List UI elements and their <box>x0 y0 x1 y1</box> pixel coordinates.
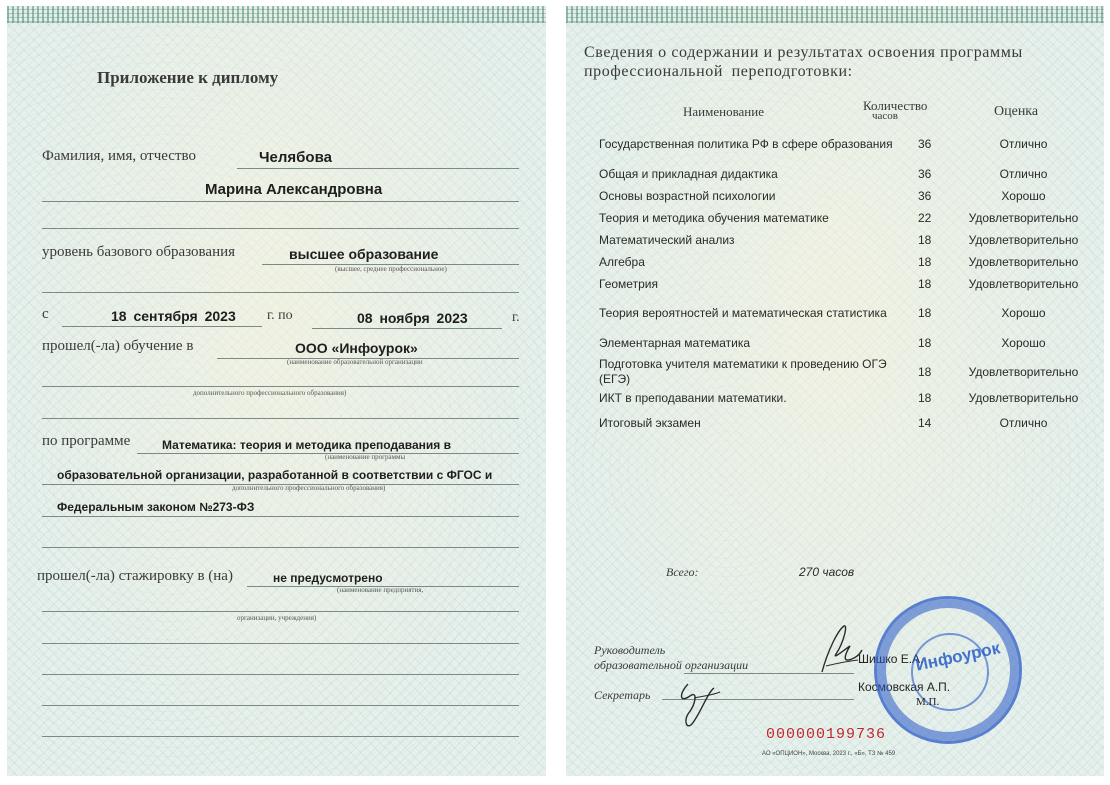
diploma-appendix-left-page <box>7 6 546 776</box>
subject-name: Математический анализ <box>599 233 735 247</box>
column-header-hours-unit: часов <box>872 110 898 122</box>
from-label: с <box>42 306 49 322</box>
subject-name: Государственная политика РФ в сфере образования <box>599 137 893 151</box>
study-label: прошел(-ла) обучение в <box>42 338 194 354</box>
section-heading-line-2: профессиональной переподготовки: <box>584 63 853 80</box>
stamp-place-label: М.П. <box>916 696 940 708</box>
internship-hint-2: организации, учреждения) <box>237 614 317 622</box>
surname-value: Челябова <box>259 149 332 166</box>
head-label-2: образовательной организации <box>594 658 749 672</box>
subject-hours: 36 <box>918 167 932 181</box>
subject-hours: 18 <box>918 336 932 350</box>
subject-name: Основы возрастной психологии <box>599 189 776 203</box>
serial-number: 000000199736 <box>766 726 887 743</box>
edu-level-hint: (высшее, среднее профессиональное) <box>335 265 447 273</box>
column-header-grade: Оценка <box>994 104 1039 119</box>
subject-grade: Удовлетворительно <box>968 277 1079 291</box>
decorative-border <box>566 6 1104 23</box>
subject-hours: 22 <box>918 211 932 225</box>
subject-grade: Удовлетворительно <box>968 255 1079 269</box>
subject-hours: 18 <box>918 391 932 405</box>
subject-grade: Удовлетворительно <box>968 211 1079 225</box>
edu-level-label: уровень базового образования <box>42 244 236 260</box>
subject-name: Теория вероятностей и математическая статистика <box>599 306 887 320</box>
secretary-label: Секретарь <box>594 688 651 702</box>
program-line-1: Математика: теория и методика преподавания в <box>162 438 451 452</box>
stamp-logo: Инфоурок <box>913 638 1002 675</box>
subject-name: Теория и методика обучения математике <box>599 211 829 225</box>
subject-grade: Удовлетворительно <box>968 391 1079 405</box>
organization-stamp <box>874 596 1022 744</box>
subject-hours: 18 <box>918 255 932 269</box>
org-name-value: ООО «Инфоурок» <box>295 340 418 356</box>
subject-hours: 18 <box>918 306 932 320</box>
program-line-3: Федеральным законом №273-ФЗ <box>57 500 255 514</box>
name-patronymic-value: Марина Александровна <box>205 181 383 198</box>
subject-name: Общая и прикладная дидактика <box>599 167 778 181</box>
subject-grade: Отлично <box>999 137 1048 151</box>
internship-value: не предусмотрено <box>273 571 383 585</box>
head-signature <box>814 620 864 678</box>
subject-grade: Хорошо <box>1001 189 1046 203</box>
date-to-value: 08 ноября 2023 <box>357 310 468 326</box>
head-name: Шишко Е.А. <box>858 652 924 666</box>
program-hint-2: дополнительного профессионального образования) <box>232 484 386 492</box>
subject-grade: Удовлетворительно <box>968 233 1079 247</box>
subject-grade: Хорошо <box>1001 336 1046 350</box>
internship-hint: (наименование предприятия, <box>337 586 424 594</box>
subject-name-cont: (ЕГЭ) <box>599 372 631 386</box>
date-from-value: 18 сентября 2023 <box>111 308 236 324</box>
total-label: Всего: <box>666 565 699 579</box>
year-suffix: г. <box>512 310 520 325</box>
head-label-1: Руководитель <box>594 643 666 657</box>
subject-hours: 36 <box>918 137 932 151</box>
secretary-signature <box>674 674 724 732</box>
subject-name: ИКТ в преподавании математики. <box>599 391 787 405</box>
subject-hours: 36 <box>918 189 932 203</box>
subject-hours: 18 <box>918 233 932 247</box>
page-title: Приложение к диплому <box>97 68 279 87</box>
edu-level-value: высшее образование <box>289 246 439 262</box>
org-hint: (наименование образовательной организации <box>287 358 423 366</box>
subject-name: Итоговый экзамен <box>599 416 701 430</box>
column-header-name: Наименование <box>683 104 764 119</box>
subject-grade: Удовлетворительно <box>968 365 1079 379</box>
internship-label: прошел(-ла) стажировку в (на) <box>37 568 233 584</box>
subject-grade: Отлично <box>999 416 1048 430</box>
printer-imprint: АО «ОПЦИОН», Москва, 2023 г., «Б», ТЗ № 459 <box>762 751 896 757</box>
subject-grade: Хорошо <box>1001 306 1046 320</box>
decorative-border <box>7 6 546 23</box>
program-line-2: образовательной организации, разработанной в соответствии с ФГОС и <box>57 468 493 482</box>
fio-label: Фамилия, имя, отчество <box>42 148 196 164</box>
section-heading-line-1: Сведения о содержании и результатах освоения программы <box>584 44 1023 61</box>
total-value: 270 часов <box>799 565 855 579</box>
subject-hours: 14 <box>918 416 932 430</box>
subject-name: Подготовка учителя математики к проведению ОГЭ <box>599 357 887 371</box>
program-hint-1: (наименование программы <box>325 453 406 461</box>
date-to-label: г. по <box>267 308 293 323</box>
org-hint-2: дополнительного профессионального образования) <box>193 389 347 397</box>
column-header-hours: Количество <box>863 98 928 113</box>
program-label: по программе <box>42 433 131 449</box>
subject-name: Алгебра <box>599 255 645 269</box>
subject-name: Элементарная математика <box>599 336 751 350</box>
subject-hours: 18 <box>918 277 932 291</box>
subject-name: Геометрия <box>599 277 658 291</box>
subject-hours: 18 <box>918 365 932 379</box>
diploma-appendix-right-page <box>566 6 1104 776</box>
secretary-name: Космовская А.П. <box>858 680 951 694</box>
subject-grade: Отлично <box>999 167 1048 181</box>
